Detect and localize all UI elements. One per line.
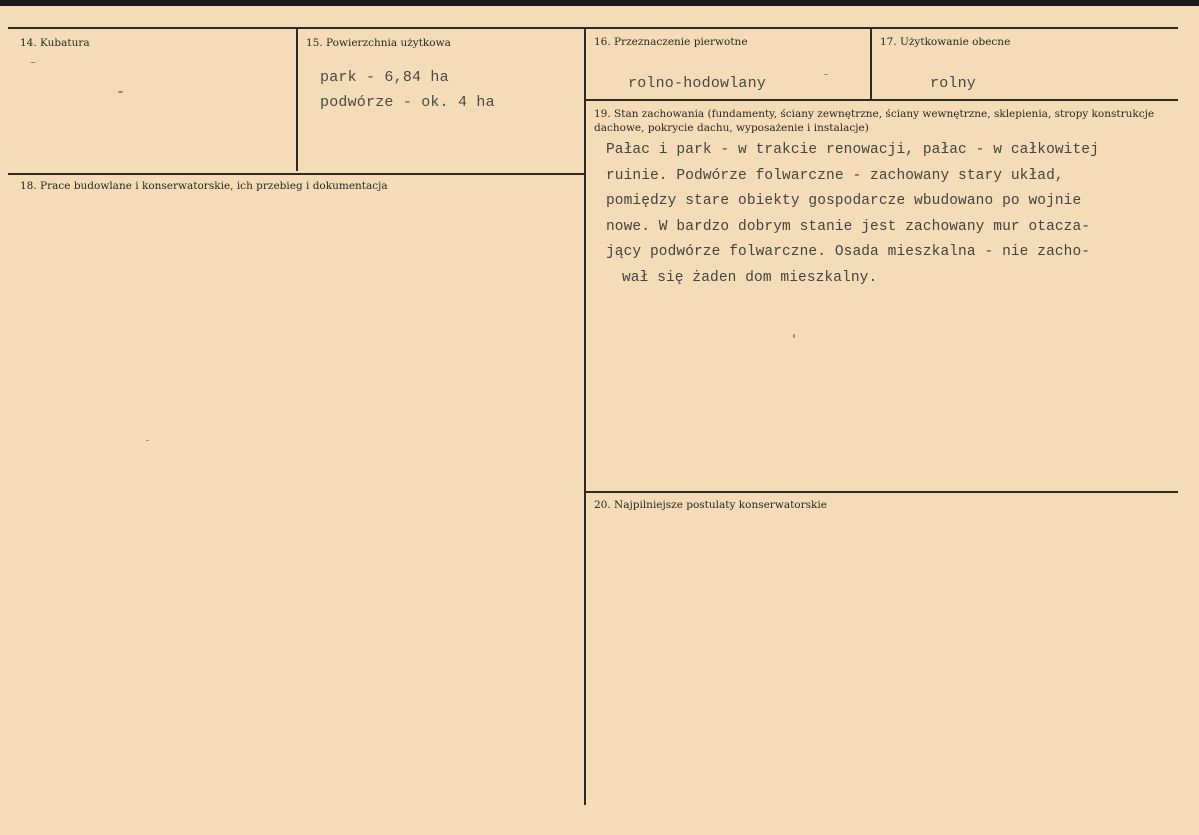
label-prace-budowlane: 18. Prace budowlane i konserwatorskie, ich przebieg i dokumentacja [20,180,388,192]
value-powierzchnia-line-2: podwórze - ok. 4 ha [320,94,495,111]
label-uzytkowanie-obecne: 17. Użytkowanie obecne [880,36,1011,48]
paper-speck [30,62,36,63]
stan-zachowania-line-3: pomiędzy stare obiekty gospodarcze wbudowano po wojnie [606,193,1082,209]
divider-16-17 [870,27,872,100]
paper-speck [824,74,828,75]
divider-14-15 [296,27,298,171]
divider-center [584,27,586,805]
value-kubatura: - [116,84,126,101]
stan-zachowania-line-1: Pałac i park - w trakcie renowacji, pałac - w całkowitej [606,142,1099,158]
value-stan-zachowania [606,138,1099,291]
stan-zachowania-line-4: nowe. W bardzo dobrym stanie jest zachowany mur otacza- [606,218,1091,235]
label-stan-zachowania: 19. Stan zachowania (fundamenty, ściany zewnętrzne, ściany wewnętrzne, sklepienia, stropy konstrukcje dachowe, pokrycie dachu, wyposażenie i instalacje) [594,108,1155,134]
label-przeznaczenie-pierwotne: 16. Przeznaczenie pierwotne [594,36,748,48]
paper-speck [793,334,795,338]
divider-row1-right [586,99,1178,101]
value-uzytkowanie-obecne: rolny [930,75,977,92]
stan-zachowania-line-2: ruinie. Podwórze folwarczne - zachowany stary układ, [606,167,1064,184]
label-kubatura: 14. Kubatura [20,37,90,49]
value-przeznaczenie-pierwotne: rolno-hodowlany [628,75,767,92]
label-postulaty-konserwatorskie: 20. Najpilniejsze postulaty konserwatorskie [594,499,827,511]
inventory-card [0,6,1199,835]
stan-zachowania-line-5: jący podwórze folwarczne. Osada mieszkalna - nie zacho- [606,244,1091,260]
divider-row1-left [8,173,584,175]
stan-zachowania-line-6: wał się żaden dom mieszkalny. [622,269,878,286]
top-border-line [8,27,1178,29]
divider-19-20 [586,491,1178,493]
paper-speck [146,440,149,441]
value-powierzchnia-line-1: park - 6,84 ha [320,69,449,86]
label-powierzchnia-uzytkowa: 15. Powierzchnia użytkowa [306,37,451,49]
